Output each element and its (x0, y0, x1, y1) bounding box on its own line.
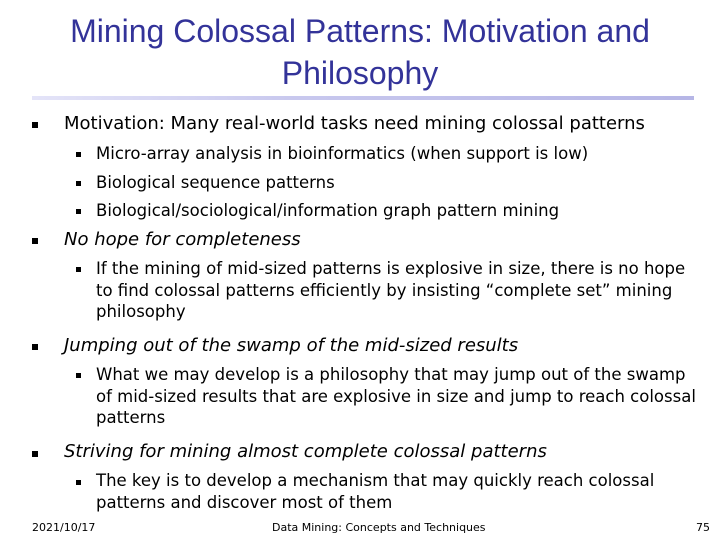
bullet-no-hope: No hope for completeness (64, 229, 301, 250)
sub-bullet-explosive: If the mining of mid-sized patterns is explosive in size, there is no hope to find colossal patterns efficiently by insisting “complete set” mining philosophy (96, 259, 686, 321)
footer-course: Data Mining: Concepts and Techniques (272, 521, 486, 534)
sub-bullet-graph: Biological/sociological/information graph pattern mining (96, 201, 560, 220)
footer-page-number: 75 (696, 521, 710, 534)
sub-bullet-marker (76, 181, 81, 186)
sub-bullet-marker (76, 152, 81, 157)
bullet-marker (32, 238, 38, 244)
bullet-motivation: Motivation: Many real-world tasks need mining colossal patterns (64, 113, 645, 134)
sub-bullet-philosophy: What we may develop is a philosophy that may jump out of the swamp of mid-sized results that are explosive in size and jump to reach colossal patterns (96, 365, 696, 427)
bullet-marker (32, 344, 38, 350)
sub-bullet-marker (76, 209, 81, 214)
bullet-marker (32, 122, 38, 128)
bullet-marker (32, 451, 38, 457)
bullet-jumping-out: Jumping out of the swamp of the mid-sized results (64, 335, 519, 356)
sub-bullet-microarray: Micro-array analysis in bioinformatics (when support is low) (96, 144, 589, 163)
sub-bullet-marker (76, 373, 81, 378)
sub-bullet-marker (76, 480, 81, 485)
sub-bullet-mechanism: The key is to develop a mechanism that may quickly reach colossal patterns and discover most of them (96, 471, 655, 512)
slide-title: Mining Colossal Patterns: Motivation and Philosophy (70, 13, 650, 91)
bullet-striving: Striving for mining almost complete colossal patterns (64, 441, 547, 462)
footer-date: 2021/10/17 (32, 521, 96, 534)
sub-bullet-marker (76, 267, 81, 272)
sub-bullet-sequence: Biological sequence patterns (96, 173, 335, 192)
